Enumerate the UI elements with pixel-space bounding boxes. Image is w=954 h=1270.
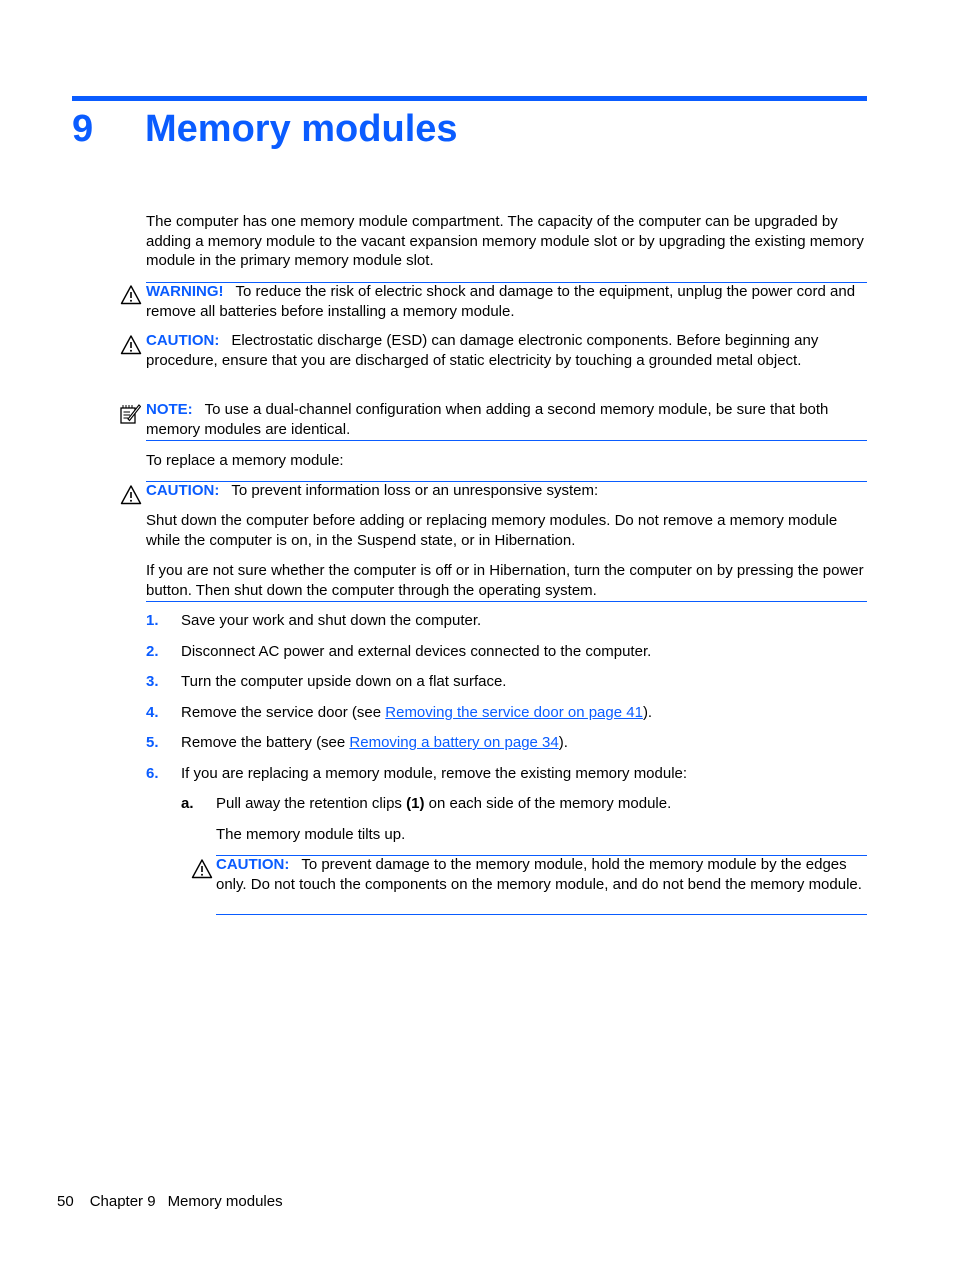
caution-module-rule-bottom — [216, 914, 867, 915]
caution-info-label: CAUTION: — [146, 482, 220, 499]
intro-paragraph: The computer has one memory module compartment. The capacity of the computer can be upgraded by adding a memory module to the vacant expansion memory module slot or by upgrading the existing memory module in the primary memory module slot. — [146, 213, 864, 269]
chapter-title: Memory modules — [145, 108, 458, 150]
caution-esd-block — [146, 331, 868, 370]
step-text — [181, 703, 652, 723]
caution-icon — [120, 334, 142, 356]
note-rule — [146, 440, 867, 441]
step-text-post: ). — [558, 734, 568, 751]
note-label: NOTE: — [146, 401, 193, 418]
footer-title: Memory modules — [167, 1193, 283, 1210]
step-text: Turn the computer upside down on a flat surface. — [181, 673, 507, 690]
warning-block — [146, 282, 868, 321]
caution-module-block — [216, 855, 868, 894]
step-number: 4. — [146, 704, 159, 721]
service-door-link[interactable]: Removing the service door on page 41 — [385, 704, 643, 721]
note-text: To use a dual-channel configuration when adding a second memory module, be sure that both memory modules are identical. — [146, 401, 829, 438]
caution-info-block — [146, 481, 868, 501]
caution-module-label: CAUTION: — [216, 856, 290, 873]
note-block — [146, 400, 868, 439]
caution-esd-label: CAUTION: — [146, 332, 220, 349]
page-number: 50 — [57, 1193, 74, 1210]
warning-label: WARNING! — [146, 283, 224, 300]
step-text: Save your work and shut down the computer. — [181, 612, 482, 629]
substep-letter: a. — [181, 795, 194, 812]
step-text-pre: Remove the battery (see — [181, 734, 350, 751]
step-number: 1. — [146, 612, 159, 629]
caution-esd-text: Electrostatic discharge (ESD) can damage electronic components. Before beginning any procedure, ensure that you are discharged of static electricity by touching a grounded metal object. — [146, 332, 819, 369]
replace-intro: To replace a memory module: — [146, 452, 344, 469]
caution-icon — [120, 484, 142, 506]
step-text — [181, 733, 568, 753]
caution-info-paragraph-2: If you are not sure whether the computer is off or in Hibernation, turn the computer on by pressing the power button. Then shut down the computer through the operating system. — [146, 562, 864, 599]
page-footer — [57, 1192, 283, 1212]
warning-text: To reduce the risk of electric shock and damage to the equipment, unplug the power cord and remove all batteries before installing a memory module. — [146, 283, 856, 320]
caution-info-paragraph-1: Shut down the computer before adding or replacing memory modules. Do not remove a memory module while the computer is on, in the Suspend state, or in Hibernation. — [146, 512, 838, 549]
substep-text-post: on each side of the memory module. — [424, 795, 672, 812]
step-text: If you are replacing a memory module, remove the existing memory module: — [181, 765, 688, 782]
step-text: Disconnect AC power and external devices connected to the computer. — [181, 643, 652, 660]
footer-chapter: Chapter 9 — [89, 1193, 156, 1210]
step-number: 5. — [146, 734, 159, 751]
caution-module-text: To prevent damage to the memory module, hold the memory module by the edges only. Do not touch the components on the memory module, and do not bend the memory module. — [216, 856, 862, 893]
note-icon — [119, 402, 141, 424]
caution-rule-bottom — [146, 601, 867, 602]
step-number: 6. — [146, 765, 159, 782]
substep-result: The memory module tilts up. — [216, 826, 406, 843]
substep-text — [216, 794, 671, 814]
battery-link[interactable]: Removing a battery on page 34 — [349, 734, 559, 751]
callout-number: (1) — [406, 795, 425, 812]
step-number: 3. — [146, 673, 159, 690]
chapter-rule — [72, 96, 867, 101]
step-text-pre: Remove the service door (see — [181, 704, 386, 721]
caution-info-text: To prevent information loss or an unresponsive system: — [231, 482, 599, 499]
warning-icon — [120, 284, 142, 306]
chapter-number: 9 — [72, 108, 94, 150]
substep-text-pre: Pull away the retention clips — [216, 795, 407, 812]
step-text-post: ). — [642, 704, 653, 721]
caution-icon — [191, 858, 213, 880]
step-number: 2. — [146, 643, 159, 660]
